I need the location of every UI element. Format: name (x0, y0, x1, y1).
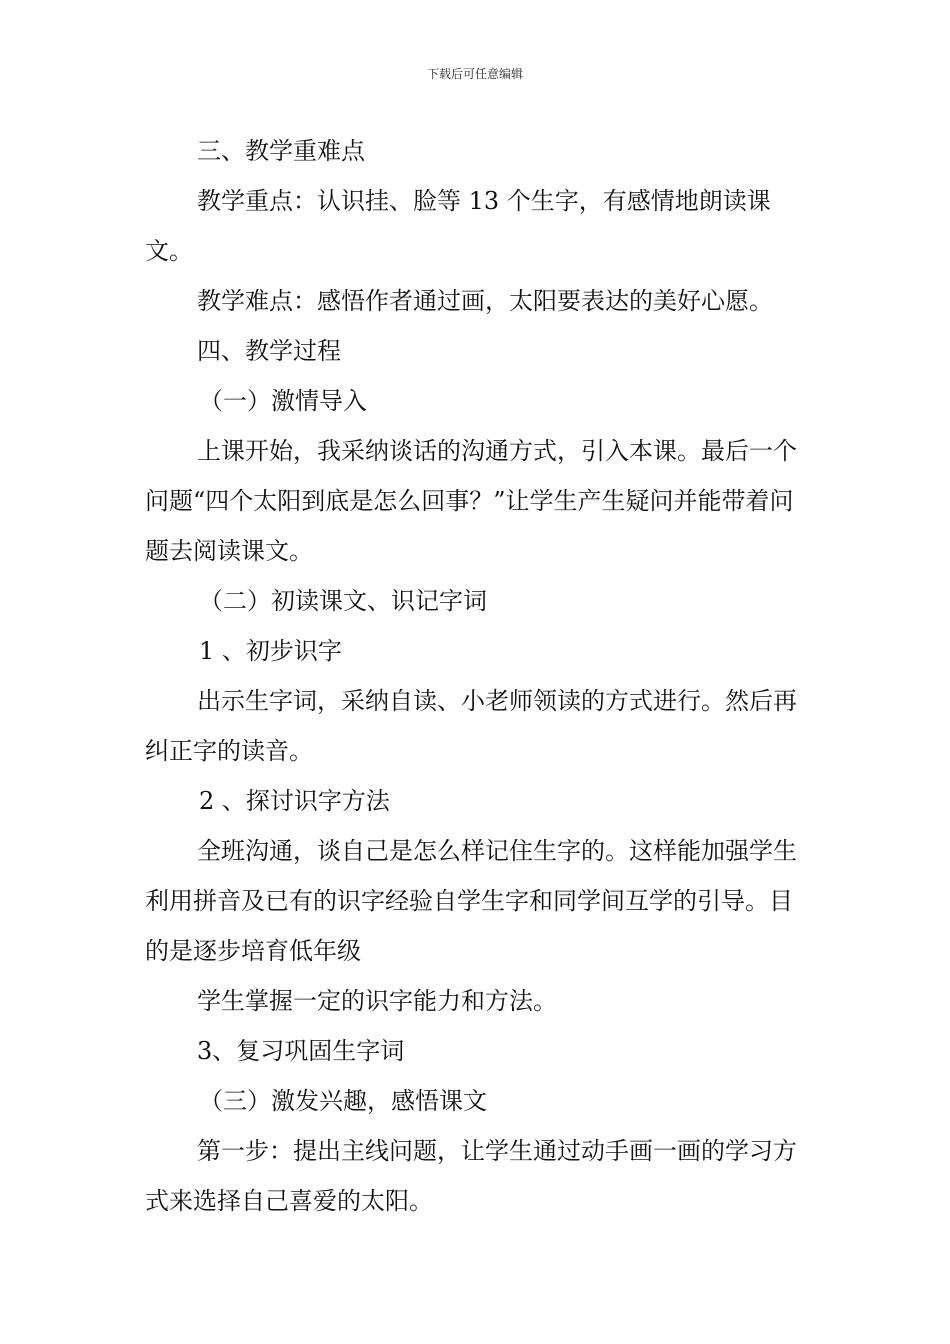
subheading-interest: （三）激发兴趣，感悟课文 (199, 1087, 487, 1115)
paragraph-first-step: 第一步：提出主线问题，让学生通过动手画一画的学习方式来选择自己喜爱的太阳。 (145, 1137, 797, 1215)
paragraph-introduction: 上课开始，我采纳谈话的沟通方式，引入本课。最后一个问题“四个太阳到底是怎么回事？”让学生产生疑问并能带着问题去阅读课文。 (145, 437, 797, 565)
subheading-review: 3、复习巩固生字词 (197, 1037, 405, 1065)
paragraph-key-point: 教学重点：认识挂、脸等 13 个生字，有感情地朗读课文。 (145, 187, 771, 265)
paragraph-literacy-goal: 学生掌握一定的识字能力和方法。 (197, 987, 557, 1015)
subheading-initial-literacy: 1 、初步识字 (199, 637, 342, 665)
paragraph-literacy-methods: 全班沟通，谈自己是怎么样记住生字的。这样能加强学生利用拼音及已有的识字经验自学生字和同学间互学的引导。目的是逐步培育低年级 (145, 837, 797, 965)
section-heading-process: 四、教学过程 (197, 337, 341, 365)
paragraph-initial-literacy: 出示生字词，采纳自读、小老师领读的方式进行。然后再纠正字的读音。 (145, 687, 797, 765)
subheading-introduction: （一）激情导入 (199, 387, 367, 415)
paragraph-difficult-point: 教学难点：感悟作者通过画，太阳要表达的美好心愿。 (197, 287, 773, 315)
document-body (145, 126, 815, 1226)
page-header-note: 下载后可任意编辑 (426, 67, 523, 81)
section-heading-key-points: 三、教学重难点 (197, 137, 365, 165)
subheading-first-reading: （二）初读课文、识记字词 (199, 587, 487, 615)
subheading-literacy-methods: 2 、探讨识字方法 (199, 787, 390, 815)
